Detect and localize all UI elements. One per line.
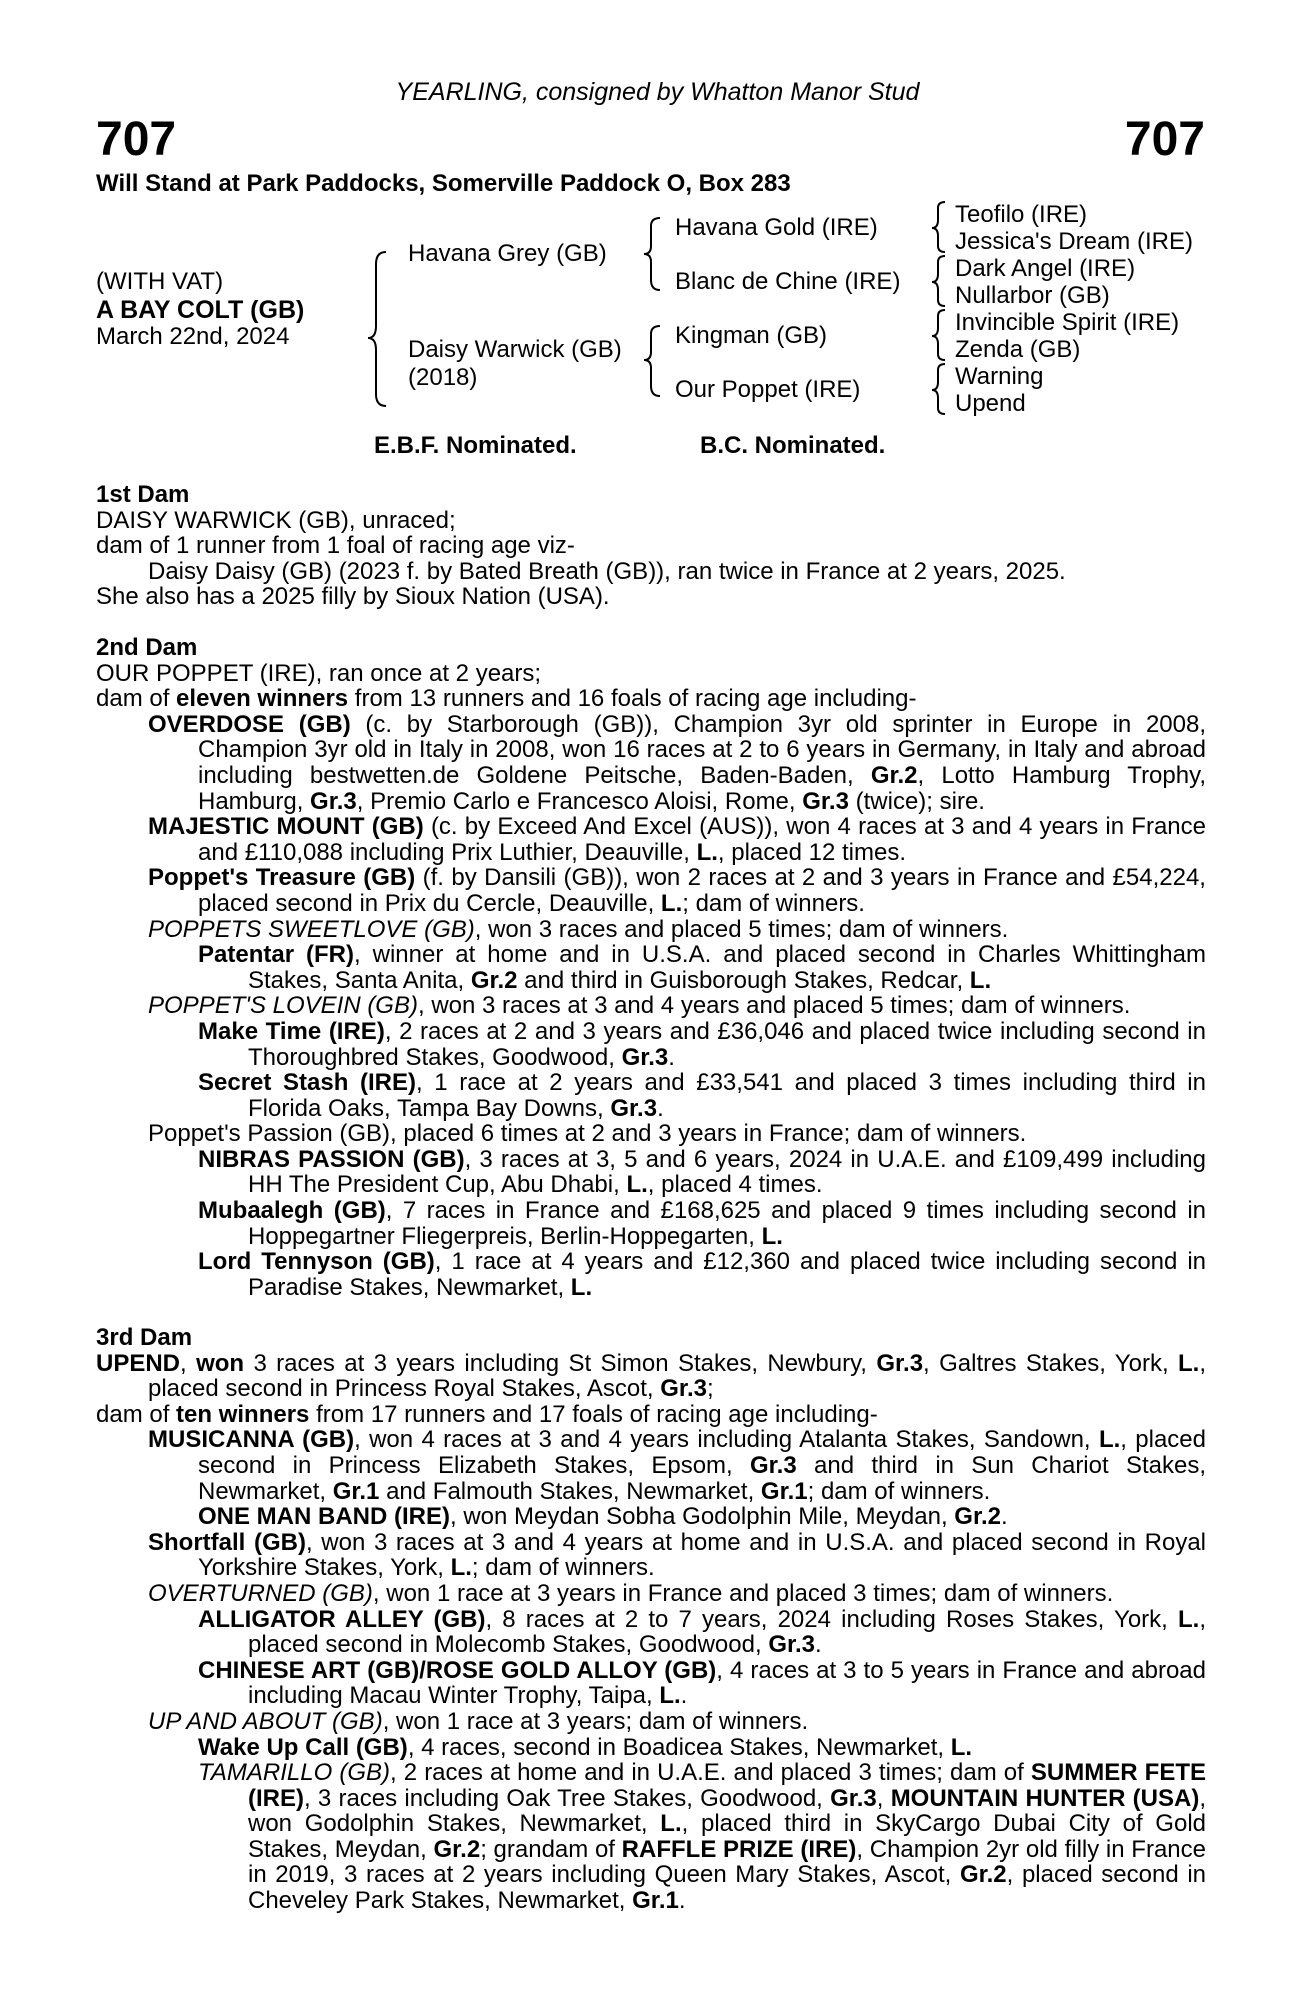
second-dam-section <box>96 635 1206 1300</box>
produce-entry: OVERTURNED (GB), won 1 race at 3 years in France and placed 3 times; dam of winners. <box>148 1579 1114 1607</box>
stand-location: Will Stand at Park Paddocks, Somerville Paddock O, Box 283 <box>96 170 791 197</box>
section-heading: 1st Dam <box>96 481 190 508</box>
dam-dam: Our Poppet (IRE) <box>675 376 861 403</box>
third-dam-section <box>96 1325 1206 1914</box>
ggs-4: Warning <box>955 363 1044 390</box>
dam-line: dam of 1 runner from 1 foal of racing age viz- <box>96 532 575 560</box>
first-dam-section <box>96 482 1206 610</box>
dam-line: OUR POPPET (IRE), ran once at 2 years; <box>96 659 542 687</box>
dam-line: dam of ten winners from 17 runners and 17 foals of racing age including- <box>96 1400 878 1428</box>
horse-name: A BAY COLT (GB) <box>96 296 305 324</box>
dam-line: DAISY WARWICK (GB), unraced; <box>96 506 456 534</box>
grand-produce-entry: Mubaalegh (GB), 7 races in France and £168,625 and placed 9 times including second in Hoppegartner Fliegerpreis, Berlin-Hoppegarten, L. <box>198 1197 1206 1250</box>
ggs-1: Teofilo (IRE) <box>955 201 1088 228</box>
dam-line: She also has a 2025 filly by Sioux Nation (USA). <box>96 583 610 611</box>
foaling-date: March 22nd, 2024 <box>96 323 290 350</box>
produce-entry: Poppet's Treasure (GB) (f. by Dansili (GB)), won 2 races at 2 and 3 years in France and £54,224, placed second in Prix du Cercle, Deauville, L.; dam of winners. <box>148 864 1206 917</box>
produce-entry: Poppet's Passion (GB), placed 6 times at 2 and 3 years in France; dam of winners. <box>148 1120 1027 1148</box>
sire-sire: Havana Gold (IRE) <box>675 214 878 241</box>
dam-line: dam of eleven winners from 13 runners and 16 foals of racing age including- <box>96 685 917 713</box>
grand-produce-entry: NIBRAS PASSION (GB), 3 races at 3, 5 and 6 years, 2024 in U.A.E. and £109,499 including HH The President Cup, Abu Dhabi, L., placed 4 times. <box>198 1145 1206 1199</box>
produce-entry: POPPET'S LOVEIN (GB), won 3 races at 3 and 4 years and placed 5 times; dam of winners. <box>148 992 1131 1020</box>
ggd-1: Jessica's Dream (IRE) <box>955 228 1193 255</box>
grand-produce-entry: ONE MAN BAND (IRE), won Meydan Sobha Godolphin Mile, Meydan, Gr.2. <box>198 1503 1008 1531</box>
vat-note: (WITH VAT) <box>96 268 224 295</box>
section-heading: 3rd Dam <box>96 1324 193 1351</box>
ggd-2: Nullarbor (GB) <box>955 282 1110 309</box>
ggd-4: Upend <box>955 390 1026 417</box>
ebf-nominated: E.B.F. Nominated. <box>374 432 577 459</box>
sire: Havana Grey (GB) <box>408 240 607 267</box>
dam: Daisy Warwick (GB) <box>408 336 622 363</box>
lot-number-left: 707 <box>96 113 177 166</box>
ggd-3: Zenda (GB) <box>955 336 1081 363</box>
produce-entry: UP AND ABOUT (GB), won 1 race at 3 years; dam of winners. <box>148 1707 809 1735</box>
grand-produce-entry: TAMARILLO (GB), 2 races at home and in U.A.E. and placed 3 times; dam of SUMMER FETE (IRE), 3 races including Oak Tree Stakes, Goodwood, Gr.3, MOUNTAIN HUNTER (USA), won Godolphin Stakes, Newmarket, L., placed third in SkyCargo Dubai City of Gold Stakes, Meydan, Gr.2; grandam of RAFFLE PRIZE (IRE), Champion 2yr old filly in France in 2019, 3 races at 2 years including Queen Mary Stakes, Ascot, Gr.2, placed second in Cheveley Park Stakes, Newmarket, Gr.1. <box>198 1759 1207 1915</box>
dam-line: UPEND, won 3 races at 3 years including St Simon Stakes, Newbury, Gr.3, Galtres Stakes, York, L., placed second in Princess Royal Stakes, Ascot, Gr.3; <box>96 1349 1206 1403</box>
dam-sire: Kingman (GB) <box>675 322 828 349</box>
produce-entry: OVERDOSE (GB) (c. by Starborough (GB)), Champion 3yr old sprinter in Europe in 2008, Champion 3yr old in Italy in 2008, won 16 races at 2 to 6 years in Germany, in Italy and abroad including bestwetten.de Goldene Peitsche, Baden-Baden, Gr.2, Lotto Hamburg Trophy, Hamburg, Gr.3, Premio Carlo e Francesco Aloisi, Rome, Gr.3 (twice); sire. <box>148 710 1206 815</box>
grand-produce-entry: Secret Stash (IRE), 1 race at 2 years and £33,541 and placed 3 times including third in Florida Oaks, Tampa Bay Downs, Gr.3. <box>198 1069 1206 1122</box>
grand-produce-entry: Patentar (FR), winner at home and in U.S.A. and placed second in Charles Whittingham Stakes, Santa Anita, Gr.2 and third in Guisborough Stakes, Redcar, L. <box>198 941 1206 994</box>
lot-number-right: 707 <box>1124 113 1205 166</box>
grand-produce-entry: ALLIGATOR ALLEY (GB), 8 races at 2 to 7 years, 2024 including Roses Stakes, York, L., placed second in Molecomb Stakes, Goodwood, Gr.3. <box>198 1605 1206 1659</box>
produce-entry: MUSICANNA (GB), won 4 races at 3 and 4 years including Atalanta Stakes, Sandown, L., placed second in Princess Elizabeth Stakes, Epsom, Gr.3 and third in Sun Chariot Stakes, Newmarket, Gr.1 and Falmouth Stakes, Newmarket, Gr.1; dam of winners. <box>148 1426 1206 1505</box>
produce-line: Daisy Daisy (GB) (2023 f. by Bated Breath (GB)), ran twice in France at 2 years, 2025. <box>148 557 1066 585</box>
produce-entry: POPPETS SWEETLOVE (GB), won 3 races and placed 5 times; dam of winners. <box>148 915 1009 943</box>
grand-produce-entry: Make Time (IRE), 2 races at 2 and 3 years and £36,046 and placed twice including second in Thoroughbred Stakes, Goodwood, Gr.3. <box>198 1017 1206 1071</box>
pedigree-braces <box>0 0 1315 440</box>
ggs-2: Dark Angel (IRE) <box>955 255 1136 282</box>
grand-produce-entry: CHINESE ART (GB)/ROSE GOLD ALLOY (GB), 4 races at 3 to 5 years in France and abroad including Macau Winter Trophy, Taipa, L.. <box>198 1656 1206 1710</box>
grand-produce-entry: Lord Tennyson (GB), 1 race at 4 years and £12,360 and placed twice including second in Paradise Stakes, Newmarket, L. <box>198 1248 1207 1301</box>
section-heading: 2nd Dam <box>96 634 198 661</box>
grand-produce-entry: Wake Up Call (GB), 4 races, second in Boadicea Stakes, Newmarket, L. <box>198 1733 973 1761</box>
consignment-line: YEARLING, consigned by Whatton Manor Stud <box>395 78 920 106</box>
dam-year: (2018) <box>408 364 478 391</box>
bc-nominated: B.C. Nominated. <box>700 432 886 459</box>
sire-dam: Blanc de Chine (IRE) <box>675 268 901 295</box>
produce-entry: MAJESTIC MOUNT (GB) (c. by Exceed And Excel (AUS)), won 4 races at 3 and 4 years in France and £110,088 including Prix Luthier, Deauville, L., placed 12 times. <box>148 813 1207 866</box>
ggs-3: Invincible Spirit (IRE) <box>955 309 1180 336</box>
produce-entry: Shortfall (GB), won 3 races at 3 and 4 years at home and in U.S.A. and placed second in Royal Yorkshire Stakes, York, L.; dam of winners. <box>148 1528 1206 1582</box>
